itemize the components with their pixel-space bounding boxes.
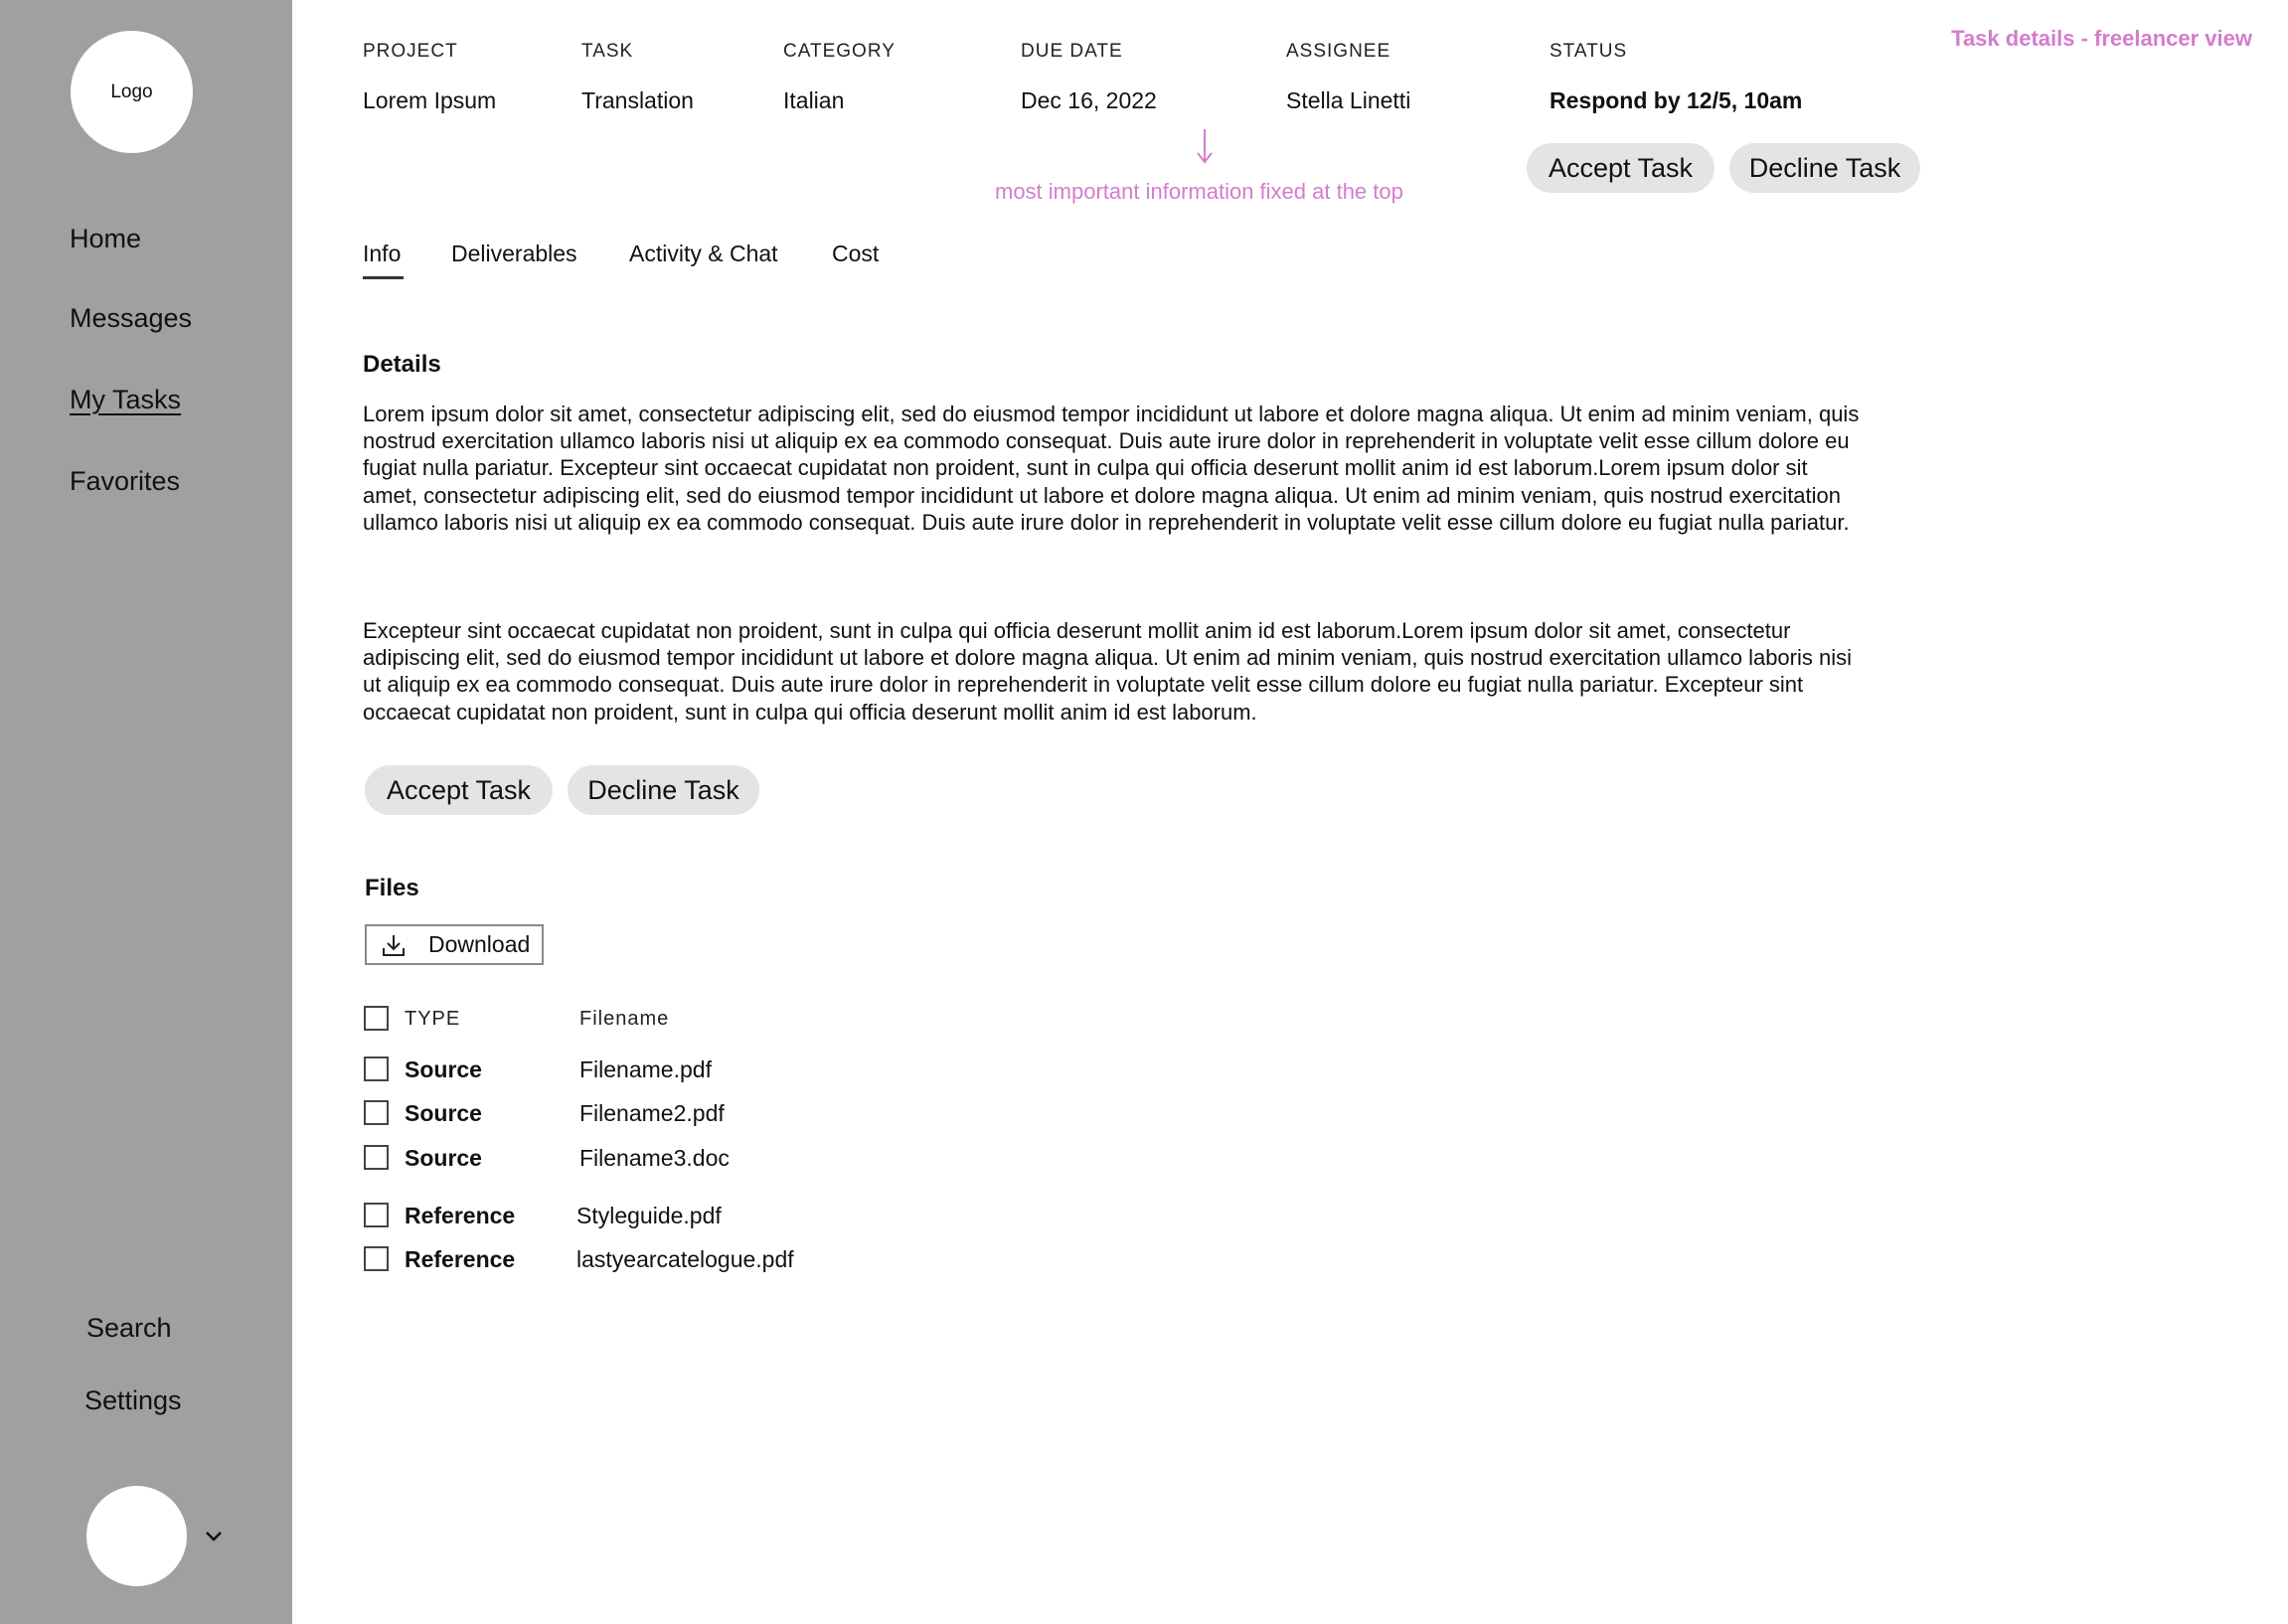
- nav-item-settings[interactable]: Settings: [84, 1385, 182, 1415]
- status-label: STATUS: [1550, 41, 1628, 62]
- file-checkbox[interactable]: [364, 1056, 389, 1081]
- files-title: Files: [365, 875, 419, 901]
- column-header-filename: Filename: [579, 1008, 670, 1030]
- logo[interactable]: [71, 31, 193, 153]
- tab-activity-chat[interactable]: Activity & Chat: [629, 241, 778, 266]
- annotation-fixed-note: most important information fixed at the top: [995, 179, 1403, 204]
- file-name[interactable]: Styleguide.pdf: [576, 1203, 722, 1228]
- nav-item-search[interactable]: Search: [86, 1313, 172, 1343]
- annotation-view-title: Task details - freelancer view: [1951, 26, 2252, 51]
- active-tab-indicator: [363, 276, 404, 279]
- file-checkbox[interactable]: [364, 1203, 389, 1227]
- task-label: TASK: [581, 41, 634, 62]
- nav-item-messages[interactable]: Messages: [70, 303, 193, 333]
- tab-cost[interactable]: Cost: [832, 241, 880, 266]
- file-checkbox[interactable]: [364, 1100, 389, 1125]
- file-type: Source: [405, 1145, 482, 1171]
- due-date-label: DUE DATE: [1021, 41, 1123, 62]
- file-checkbox[interactable]: [364, 1246, 389, 1271]
- avatar[interactable]: [86, 1486, 187, 1586]
- sidebar: [0, 0, 292, 1624]
- nav-item-my-tasks[interactable]: My Tasks: [70, 385, 182, 414]
- file-name[interactable]: Filename3.doc: [579, 1145, 730, 1171]
- file-type: Reference: [405, 1246, 516, 1272]
- file-type: Source: [405, 1100, 482, 1126]
- file-type: Reference: [405, 1203, 516, 1228]
- project-label: PROJECT: [363, 41, 458, 62]
- download-label: Download: [428, 931, 531, 957]
- file-name[interactable]: Filename.pdf: [579, 1056, 712, 1082]
- file-name[interactable]: lastyearcatelogue.pdf: [576, 1246, 794, 1272]
- status-value: Respond by 12/5, 10am: [1550, 87, 1803, 113]
- select-all-checkbox[interactable]: [364, 1006, 389, 1031]
- header-decline-task-button[interactable]: Decline Task: [1729, 143, 1920, 193]
- header-accept-task-button[interactable]: Accept Task: [1527, 143, 1715, 193]
- tab-info[interactable]: Info: [363, 241, 402, 266]
- chevron-down-icon[interactable]: [203, 1527, 225, 1544]
- assignee-value: Stella Linetti: [1286, 87, 1411, 113]
- tab-deliverables[interactable]: Deliverables: [451, 241, 577, 266]
- category-label: CATEGORY: [783, 41, 896, 62]
- project-value: Lorem Ipsum: [363, 87, 497, 113]
- download-button[interactable]: [365, 924, 544, 965]
- logo-label: Logo: [110, 81, 153, 102]
- category-value: Italian: [783, 87, 845, 113]
- accept-task-button[interactable]: Accept Task: [365, 765, 553, 815]
- file-checkbox[interactable]: [364, 1145, 389, 1170]
- download-icon: [381, 932, 407, 958]
- nav-item-home[interactable]: Home: [70, 224, 142, 253]
- details-title: Details: [363, 351, 441, 378]
- decline-task-button[interactable]: Decline Task: [568, 765, 759, 815]
- due-date-value: Dec 16, 2022: [1021, 87, 1157, 113]
- details-paragraph-1: Lorem ipsum dolor sit amet, consectetur adipiscing elit, sed do eiusmod tempor incididunt ut labore et dolore magna aliqua. Ut enim ad minim veniam, quis nostrud exercitation ullamco laboris nisi ut aliquip ex ea commodo consequat. Duis aute irure dolor in reprehenderit in voluptate velit esse cillum dolore eu fugiat nulla pariatur. Excepteur sint occaecat cupidatat non proident, sunt in culpa qui officia deserunt mollit anim id est laborum.Lorem ipsum dolor sit amet, consectetur adipiscing elit, sed do eiusmod tempor incididunt ut labore et dolore magna aliqua. Ut enim ad minim veniam, quis nostrud exercitation ullamco laboris nisi ut aliquip ex ea commodo consequat. Duis aute irure dolor in reprehenderit in voluptate velit esse cillum dolore eu fugiat nulla pariatur.: [363, 402, 1860, 535]
- file-name[interactable]: Filename2.pdf: [579, 1100, 725, 1126]
- task-value: Translation: [581, 87, 694, 113]
- nav-item-favorites[interactable]: Favorites: [70, 466, 181, 496]
- assignee-label: ASSIGNEE: [1286, 41, 1391, 62]
- arrow-down-icon: [1195, 127, 1215, 165]
- file-type: Source: [405, 1056, 482, 1082]
- column-header-type: TYPE: [405, 1008, 461, 1030]
- details-paragraph-2: Excepteur sint occaecat cupidatat non proident, sunt in culpa qui officia deserunt mollit anim id est laborum.Lorem ipsum dolor sit amet, consectetur adipiscing elit, sed do eiusmod tempor incididunt ut labore et dolore magna aliqua. Ut enim ad minim veniam, quis nostrud exercitation ullamco laboris nisi ut aliquip ex ea commodo consequat. Duis aute irure dolor in reprehenderit in voluptate velit esse cillum dolore eu fugiat nulla pariatur. Excepteur sint occaecat cupidatat non proident, sunt in culpa qui officia deserunt mollit anim id est laborum.: [363, 618, 1852, 725]
